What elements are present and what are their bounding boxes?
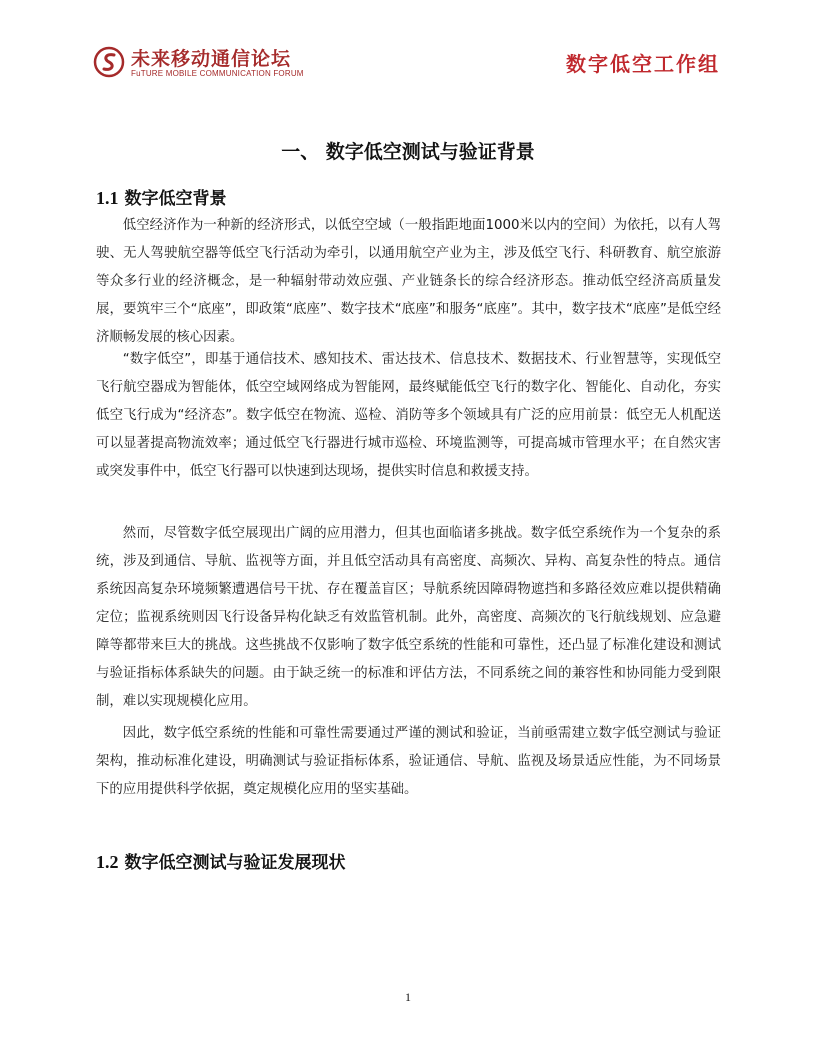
logo-chinese-name: 未来移动通信论坛 <box>131 48 292 70</box>
section-number: 1.2 <box>96 852 119 872</box>
chapter-title: 一、 数字低空测试与验证背景 <box>281 141 535 163</box>
forum-logo <box>93 42 303 88</box>
section-number: 1.1 <box>96 188 119 208</box>
paragraph: 因此，数字低空系统的性能和可靠性需要通过严谨的测试和验证，当前亟需建立数字低空测试与验证架构，推动标准化建设，明确测试与验证指标体系，验证通信、导航、监视及场景适应性能，为不同场景下的应用提供科学依据，奠定规模化应用的坚实基础。 <box>96 726 721 797</box>
logo-english-name: FuTURE MOBILE COMMUNICATION FORUM <box>131 69 304 78</box>
section-heading-1-2 <box>96 848 346 873</box>
page-number: 1 <box>405 990 411 1004</box>
working-group-name: 数字低空工作组 <box>566 52 720 76</box>
forum-logo-icon <box>93 46 125 78</box>
page-header <box>0 0 816 100</box>
paragraph: 低空经济作为一种新的经济形式，以低空空域（一般指距地面1000米以内的空间）为依托，以有人驾驶、无人驾驶航空器等低空飞行活动为牵引，以通用航空产业为主，涉及低空飞行、科研教育、航空旅游等众多行业的经济概念，是一种辐射带动效应强、产业链条长的综合经济形态。推动低空经济高质量发展，要筑牢三个“底座”，即政策“底座”、数字技术“底座”和服务“底座”。其中，数字技术“底座”是低空经济顺畅发展的核心因素。 <box>96 218 721 345</box>
section-title: 数字低空测试与验证发展现状 <box>124 853 346 873</box>
section-heading-1-1 <box>96 184 227 209</box>
paragraph: “数字低空”，即基于通信技术、感知技术、雷达技术、信息技术、数据技术、行业智慧等，实现低空飞行航空器成为智能体，低空空域网络成为智能网，最终赋能低空飞行的数字化、智能化、自动化，夯实低空飞行成为“经济态”。数字低空在物流、巡检、消防等多个领域具有广泛的应用前景：低空无人机配送可以显著提高物流效率；通过低空飞行器进行城市巡检、环境监测等，可提高城市管理水平；在自然灾害或突发事件中，低空飞行器可以快速到达现场，提供实时信息和救援支持。 <box>96 352 721 479</box>
section-title: 数字低空背景 <box>124 189 227 209</box>
paragraph: 然而，尽管数字低空展现出广阔的应用潜力，但其也面临诸多挑战。数字低空系统作为一个复杂的系统，涉及到通信、导航、监视等方面，并且低空活动具有高密度、高频次、异构、高复杂性的特点。通信系统因高复杂环境频繁遭遇信号干扰、存在覆盖盲区；导航系统因障碍物遮挡和多路径效应难以提供精确定位；监视系统则因飞行设备异构化缺乏有效监管机制。此外，高密度、高频次的飞行航线规划、应急避障等都带来巨大的挑战。这些挑战不仅影响了数字低空系统的性能和可靠性，还凸显了标准化建设和测试与验证指标体系缺失的问题。由于缺乏统一的标准和评估方法，不同系统之间的兼容性和协同能力受到限制，难以实现规模化应用。 <box>96 526 721 709</box>
